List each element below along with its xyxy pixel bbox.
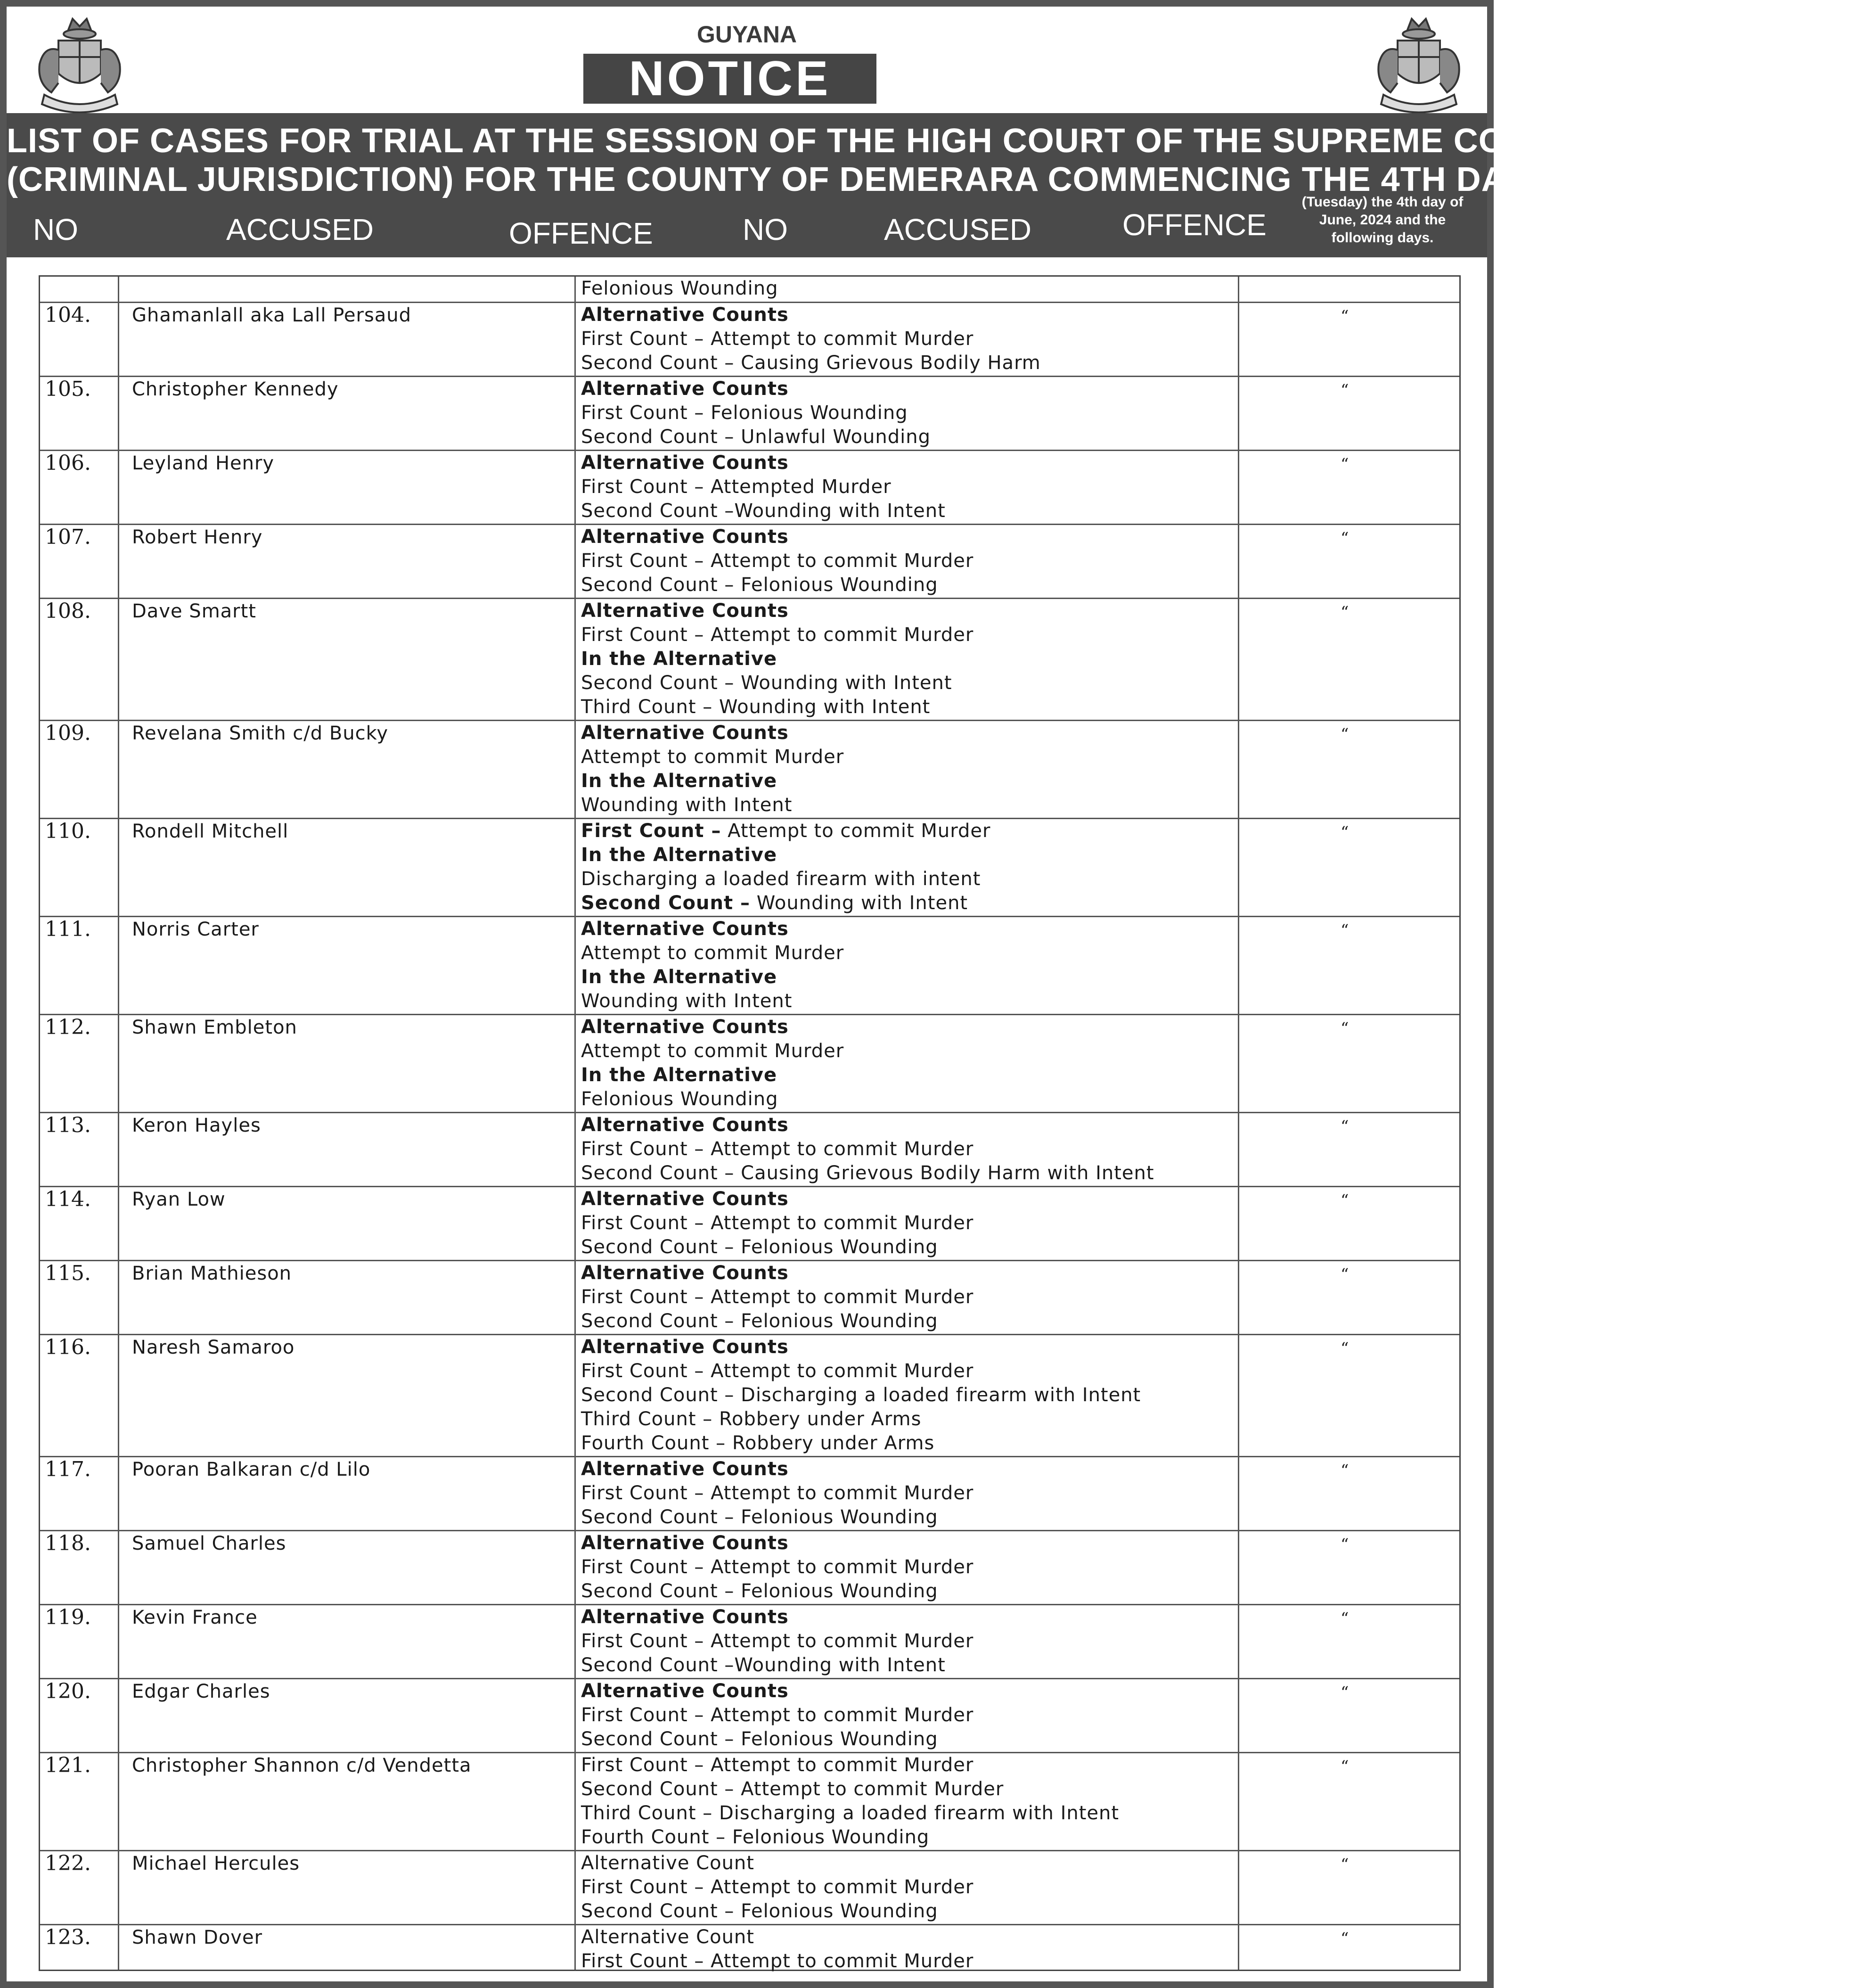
ditto-mark: “ [1341, 381, 1349, 400]
accused-name: Michael Hercules [132, 1853, 300, 1874]
offence-line: Wounding with Intent [581, 990, 793, 1012]
offence-line: Second Count – Felonious Wounding [581, 1506, 938, 1528]
case-number: 108. [45, 599, 91, 623]
ditto-mark: “ [1341, 455, 1349, 474]
ditto-mark: “ [1341, 1535, 1349, 1554]
offence-line: First Count – Attempt to commit Murder [581, 1212, 974, 1234]
offence-line: Second Count – Felonious Wounding [581, 1580, 938, 1602]
offence-line: Alternative Counts [581, 722, 789, 744]
col-accused-1: ACCUSED [226, 213, 374, 246]
col-no-2: NO [743, 213, 788, 246]
ditto-mark: “ [1341, 921, 1349, 940]
cases-table [39, 275, 1461, 1971]
offence-line: First Count – Attempt to commit Murder [581, 1950, 974, 1972]
table-row [40, 376, 1459, 450]
accused-name: Leyland Henry [132, 452, 275, 474]
offence-line: Alternative Counts [581, 918, 789, 940]
offence-line: Second Count – Felonious Wounding [581, 574, 938, 596]
offence-cell [581, 377, 1274, 449]
table-row [40, 1850, 1459, 1924]
case-number: 120. [45, 1679, 91, 1703]
offence-line: Alternative Count [581, 1926, 754, 1948]
offence-line: Second Count – Unlawful Wounding [581, 426, 931, 448]
table-row [40, 1752, 1459, 1850]
offence-line: Wounding with Intent [581, 794, 793, 816]
offence-line: Alternative Counts [581, 526, 789, 548]
table-row [40, 1112, 1459, 1186]
ditto-mark: “ [1341, 1117, 1349, 1136]
offence-line: Second Count – Wounding with Intent [581, 892, 968, 914]
offence-line: Alternative Counts [581, 1262, 789, 1284]
offence-line: First Count – Attempt to commit Murder [581, 1482, 974, 1504]
ditto-mark: “ [1341, 1265, 1349, 1284]
ditto-mark: “ [1341, 307, 1349, 326]
offence-line: Alternative Counts [581, 452, 789, 474]
table-row [40, 1678, 1459, 1752]
accused-name: Brian Mathieson [132, 1263, 292, 1284]
accused-name: Pooran Balkaran c/d Lilo [132, 1459, 371, 1480]
ditto-mark: “ [1341, 725, 1349, 744]
table-row [40, 1604, 1459, 1678]
offence-cell [581, 1925, 1274, 1973]
ditto-mark: “ [1341, 1609, 1349, 1628]
date-note: (Tuesday) the 4th day of June, 2024 and the following days. [1301, 194, 1464, 246]
country-label: GUYANA [696, 21, 797, 48]
title-band [7, 113, 1865, 257]
case-number: 118. [45, 1531, 91, 1555]
accused-name: Robert Henry [132, 526, 263, 548]
offence-line: Fourth Count – Robbery under Arms [581, 1432, 935, 1454]
offence-line: First Count – Attempt to commit Murder [581, 624, 974, 646]
offence-line: Second Count –Wounding with Intent [581, 1654, 946, 1676]
accused-name: Kevin France [132, 1607, 258, 1628]
ditto-mark: “ [1341, 603, 1349, 622]
offence-line: First Count – Attempt to commit Murder [581, 1286, 974, 1308]
case-number: 115. [45, 1261, 91, 1285]
offence-cell [581, 917, 1274, 1013]
offence-line: Discharging a loaded firearm with intent [581, 868, 981, 890]
table-row [40, 450, 1459, 524]
offence-cell [581, 1261, 1274, 1333]
offence-line: Alternative Counts [581, 1532, 789, 1554]
accused-name: Christopher Kennedy [132, 378, 339, 400]
offence-line: Second Count – Felonious Wounding [581, 1900, 938, 1922]
title-line-2: (CRIMINAL JURISDICTION) FOR THE COUNTY OF DEMERARA COMMENCING THE 4TH DAY OF JUNE, 2024. [7, 161, 1793, 198]
offence-cell [581, 1851, 1274, 1923]
offence-line: First Count – Attempt to commit Murder [581, 1138, 974, 1160]
ditto-mark: “ [1341, 1191, 1349, 1210]
case-number: 109. [45, 721, 91, 745]
offence-cell [581, 303, 1274, 375]
offence-line: Alternative Counts [581, 1188, 789, 1210]
table-row [40, 302, 1459, 376]
offence-line: Alternative Count [581, 1852, 754, 1874]
offence-line: Second Count – Wounding with Intent [581, 672, 952, 694]
offence-cell [581, 599, 1274, 719]
offence-cell [581, 1605, 1274, 1677]
offence-cell [581, 1015, 1274, 1111]
ditto-mark: “ [1341, 1339, 1349, 1358]
offence-cell: Felonious Wounding [581, 278, 778, 299]
ditto-mark: “ [1341, 529, 1349, 548]
case-number: 123. [45, 1925, 91, 1949]
title-line-1: LIST OF CASES FOR TRIAL AT THE SESSION OF THE HIGH COURT OF THE SUPREME COURT OF JUDICATURE [7, 122, 1865, 160]
case-number: 105. [45, 377, 91, 401]
offence-line: Second Count – Felonious Wounding [581, 1236, 938, 1258]
offence-line: Fourth Count – Felonious Wounding [581, 1826, 930, 1848]
case-number: 110. [45, 819, 91, 843]
offence-line: In the Alternative [581, 844, 777, 866]
offence-line: Third Count – Discharging a loaded firearm with Intent [581, 1802, 1120, 1824]
notice-banner [583, 51, 876, 106]
offence-line: Alternative Counts [581, 1606, 789, 1628]
notice-title: NOTICE [629, 51, 831, 106]
offence-cell [581, 819, 1274, 915]
offence-line: First Count – Attempt to commit Murder [581, 550, 974, 572]
offence-line: Second Count – Felonious Wounding [581, 1728, 938, 1750]
coat-of-arms-icon [1365, 12, 1473, 118]
table-row [40, 1334, 1459, 1456]
case-number: 113. [45, 1113, 91, 1137]
ditto-mark: “ [1341, 1461, 1349, 1480]
case-number: 111. [45, 917, 91, 941]
accused-name: Ghamanlall aka Lall Persaud [132, 304, 412, 326]
offence-line: First Count – Attempt to commit Murder [581, 328, 974, 350]
ditto-mark: “ [1341, 1757, 1349, 1776]
case-number: 119. [45, 1605, 91, 1629]
offence-line: Alternative Counts [581, 1016, 789, 1038]
ditto-mark: “ [1341, 1019, 1349, 1038]
offence-cell [581, 525, 1274, 597]
table-row [40, 720, 1459, 818]
col-offence-1: OFFENCE [509, 216, 653, 250]
accused-name: Naresh Samaroo [132, 1337, 295, 1358]
offence-line: First Count – Attempt to commit Murder [581, 1704, 974, 1726]
offence-line: In the Alternative [581, 770, 777, 792]
ditto-mark: “ [1341, 1683, 1349, 1702]
accused-name: Edgar Charles [132, 1681, 270, 1702]
accused-name: Shawn Embleton [132, 1017, 297, 1038]
offence-line: Second Count – Felonious Wounding [581, 1310, 938, 1332]
table-row [40, 1186, 1459, 1260]
table-row [40, 818, 1459, 916]
header [7, 7, 1487, 120]
offence-cell [581, 721, 1274, 817]
offence-line: Alternative Counts [581, 1114, 789, 1136]
case-number: 121. [45, 1753, 91, 1777]
case-number: 112. [45, 1015, 91, 1039]
offence-line: First Count – Attempt to commit Murder [581, 1876, 974, 1898]
offence-line: First Count – Attempt to commit Murder [581, 1360, 974, 1382]
offence-line: First Count – Attempt to commit Murder [581, 820, 991, 842]
offence-line: Attempt to commit Murder [581, 746, 844, 768]
accused-name: Dave Smartt [132, 600, 256, 622]
offence-line: Second Count – Causing Grievous Bodily Harm [581, 352, 1041, 374]
offence-line: In the Alternative [581, 1064, 777, 1086]
offence-cell [581, 1457, 1274, 1529]
offence-cell [581, 451, 1274, 523]
table-row [40, 1456, 1459, 1530]
offence-line: Second Count – Attempt to commit Murder [581, 1778, 1004, 1800]
accused-name: Ryan Low [132, 1189, 226, 1210]
col-no-1: NO [33, 213, 78, 246]
offence-line: Alternative Counts [581, 1458, 789, 1480]
ditto-mark: “ [1341, 1855, 1349, 1874]
offence-cell [581, 1335, 1274, 1455]
table-row [40, 1014, 1459, 1112]
accused-name: Christopher Shannon c/d Vendetta [132, 1755, 472, 1776]
table-row [40, 916, 1459, 1014]
ditto-mark: “ [1341, 823, 1349, 842]
case-number: 107. [45, 525, 91, 549]
offence-line: Alternative Counts [581, 304, 789, 326]
case-number: 104. [45, 303, 91, 327]
offence-line: First Count – Attempted Murder [581, 476, 892, 498]
offence-line: Felonious Wounding [581, 1088, 778, 1110]
offence-line: Second Count –Wounding with Intent [581, 500, 946, 522]
case-number: 122. [45, 1851, 91, 1875]
offence-line: Alternative Counts [581, 600, 789, 622]
case-number: 106. [45, 451, 91, 475]
offence-cell [581, 1753, 1274, 1849]
accused-name: Samuel Charles [132, 1533, 286, 1554]
offence-line: First Count – Felonious Wounding [581, 402, 908, 424]
table-row [40, 598, 1459, 720]
offence-line: In the Alternative [581, 966, 777, 988]
offence-line: Third Count – Wounding with Intent [581, 696, 931, 718]
table-row [40, 1530, 1459, 1604]
accused-name: Revelana Smith c/d Bucky [132, 723, 389, 744]
accused-name: Shawn Dover [132, 1927, 263, 1948]
accused-name: Rondell Mitchell [132, 821, 289, 842]
offence-line: Attempt to commit Murder [581, 942, 844, 964]
offence-line: Third Count – Robbery under Arms [581, 1408, 922, 1430]
col-offence-2: OFFENCE [1122, 208, 1267, 242]
offence-line: Alternative Counts [581, 378, 789, 400]
offence-line: First Count – Attempt to commit Murder [581, 1630, 974, 1652]
case-number: 117. [45, 1457, 91, 1481]
col-accused-2: ACCUSED [884, 213, 1031, 246]
table-row-carry-over [40, 277, 1459, 302]
accused-name: Norris Carter [132, 919, 259, 940]
offence-line: Alternative Counts [581, 1336, 789, 1358]
table-row [40, 524, 1459, 598]
ditto-mark: “ [1341, 1929, 1349, 1948]
offence-cell [581, 1187, 1274, 1259]
table-row [40, 1260, 1459, 1334]
offence-line: In the Alternative [581, 648, 777, 670]
offence-line: First Count – Attempt to commit Murder [581, 1754, 974, 1776]
offence-cell [581, 1113, 1274, 1185]
offence-line: Second Count – Causing Grievous Bodily Harm with Intent [581, 1162, 1154, 1184]
offence-line: First Count – Attempt to commit Murder [581, 1556, 974, 1578]
offence-line: Alternative Counts [581, 1680, 789, 1702]
offence-cell [581, 1531, 1274, 1603]
offence-line: Second Count – Discharging a loaded firearm with Intent [581, 1384, 1141, 1406]
case-number: 114. [45, 1187, 91, 1211]
case-number: 116. [45, 1335, 91, 1359]
offence-cell [581, 1679, 1274, 1751]
table-row [40, 1924, 1459, 1974]
offence-line: Attempt to commit Murder [581, 1040, 844, 1062]
accused-name: Keron Hayles [132, 1115, 261, 1136]
